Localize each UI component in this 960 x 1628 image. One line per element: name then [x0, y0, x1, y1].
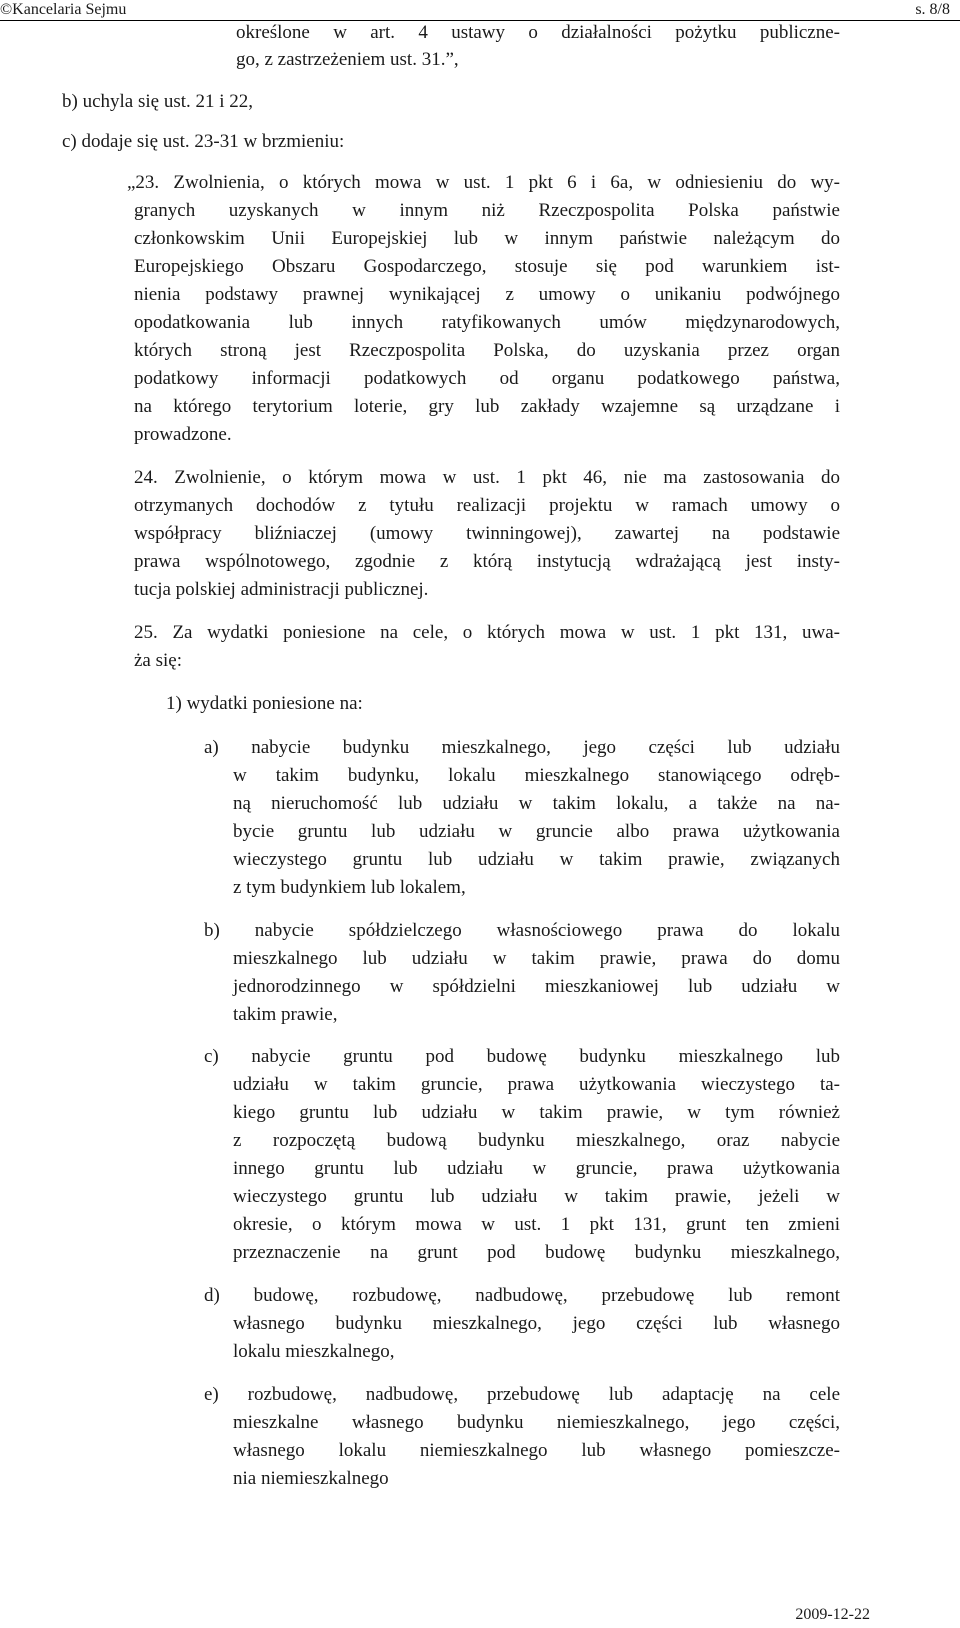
text-line: mieszkalne własnego budynku niemieszkalnego, jego części,: [233, 1412, 840, 1433]
text-line: otrzymanych dochodów z tytułu realizacji projektu w ramach umowy o: [134, 495, 840, 516]
text-line: tucja polskiej administracji publicznej.: [134, 579, 429, 600]
text-line: wieczystego gruntu lub udziału w takim prawie, związanych: [233, 849, 840, 870]
text-line: d) budowę, rozbudowę, nadbudowę, przebudowę lub remont: [204, 1285, 840, 1306]
text-line: b) uchyla się ust. 21 i 22,: [62, 91, 254, 112]
text-line: z tym budynkiem lub lokalem,: [233, 877, 466, 898]
text-line: których stroną jest Rzeczpospolita Polska, do uzyskania przez organ: [134, 340, 840, 361]
text-line: nienia podstawy prawnej wynikającej z umowy o unikaniu podwójnego: [134, 284, 840, 305]
text-line: ża się:: [134, 650, 183, 671]
text-line: przeznaczenie na grunt pod budowę budynku mieszkalnego,: [233, 1242, 840, 1263]
text-line: e) rozbudowę, nadbudowę, przebudowę lub adaptację na cele: [204, 1384, 840, 1405]
text-line: członkowskim Unii Europejskiej lub w innym państwie należącym do: [134, 228, 840, 249]
text-line: opodatkowania lub innych ratyfikowanych umów międzynarodowych,: [134, 312, 840, 333]
page-number: s. 8/8: [915, 1, 950, 18]
text-line: okresie, o którym mowa w ust. 1 pkt 131, grunt ten zmieni: [233, 1214, 840, 1235]
text-line: ną nieruchomość lub udziału w takim lokalu, a także na na-: [233, 793, 840, 814]
text-line: Europejskiego Obszaru Gospodarczego, stosuje się pod warunkiem ist-: [134, 256, 840, 277]
text-line: lokalu mieszkalnego,: [233, 1341, 395, 1362]
text-line: z rozpoczętą budową budynku mieszkalnego, oraz nabycie: [233, 1130, 840, 1151]
text-line: prawa wspólnotowego, zgodnie z którą instytucją wdrażającą jest insty-: [134, 551, 840, 572]
text-line: 25. Za wydatki poniesione na cele, o których mowa w ust. 1 pkt 131, uwa-: [134, 622, 840, 643]
text-line: określone w art. 4 ustawy o działalności pożytku publiczne-: [236, 22, 840, 43]
text-line: w takim budynku, lokalu mieszkalnego stanowiącego odręb-: [233, 765, 840, 786]
text-line: bycie gruntu lub udziału w gruncie albo prawa użytkowania: [233, 821, 840, 842]
text-line: mieszkalnego lub udziału w takim prawie, prawa do domu: [233, 948, 840, 969]
text-line: c) nabycie gruntu pod budowę budynku mieszkalnego lub: [204, 1046, 840, 1067]
text-line: granych uzyskanych w innym niż Rzeczpospolita Polska państwie: [134, 200, 840, 221]
text-line: a) nabycie budynku mieszkalnego, jego części lub udziału: [204, 737, 840, 758]
text-line: na którego terytorium loterie, gry lub zakłady wzajemne są urządzane i: [134, 396, 840, 417]
text-line: udziału w takim gruncie, prawa użytkowania wieczystego ta-: [233, 1074, 840, 1095]
text-line: wieczystego gruntu lub udziału w takim prawie, jeżeli w: [233, 1186, 840, 1207]
text-line: innego gruntu lub udziału w gruncie, prawa użytkowania: [233, 1158, 840, 1179]
text-line: go, z zastrzeżeniem ust. 31.”,: [236, 49, 459, 70]
text-line: prowadzone.: [134, 424, 232, 445]
text-line: c) dodaje się ust. 23-31 w brzmieniu:: [62, 131, 345, 152]
text-line: własnego budynku mieszkalnego, jego części lub własnego: [233, 1313, 840, 1334]
text-line: 1) wydatki poniesione na:: [166, 693, 363, 714]
header-left: ©Kancelaria Sejmu: [0, 1, 127, 18]
text-line: podatkowy informacji podatkowych od organu podatkowego państwa,: [134, 368, 840, 389]
text-line: kiego gruntu lub udziału w takim prawie, w tym również: [233, 1102, 840, 1123]
text-line: 24. Zwolnienie, o którym mowa w ust. 1 pkt 46, nie ma zastosowania do: [134, 467, 840, 488]
text-line: b) nabycie spółdzielczego własnościowego prawa do lokalu: [204, 920, 840, 941]
footer-date: 2009-12-22: [795, 1606, 870, 1623]
text-line: „23. Zwolnienia, o których mowa w ust. 1 pkt 6 i 6a, w odniesieniu do wy-: [127, 172, 840, 193]
text-line: współpracy bliźniaczej (umowy twinningowej), zawartej na podstawie: [134, 523, 840, 544]
text-line: takim prawie,: [233, 1004, 338, 1025]
text-line: jednorodzinnego w spółdzielni mieszkaniowej lub udziału w: [233, 976, 840, 997]
text-line: własnego lokalu niemieszkalnego lub własnego pomieszcze-: [233, 1440, 840, 1461]
text-line: nia niemieszkalnego: [233, 1468, 389, 1489]
